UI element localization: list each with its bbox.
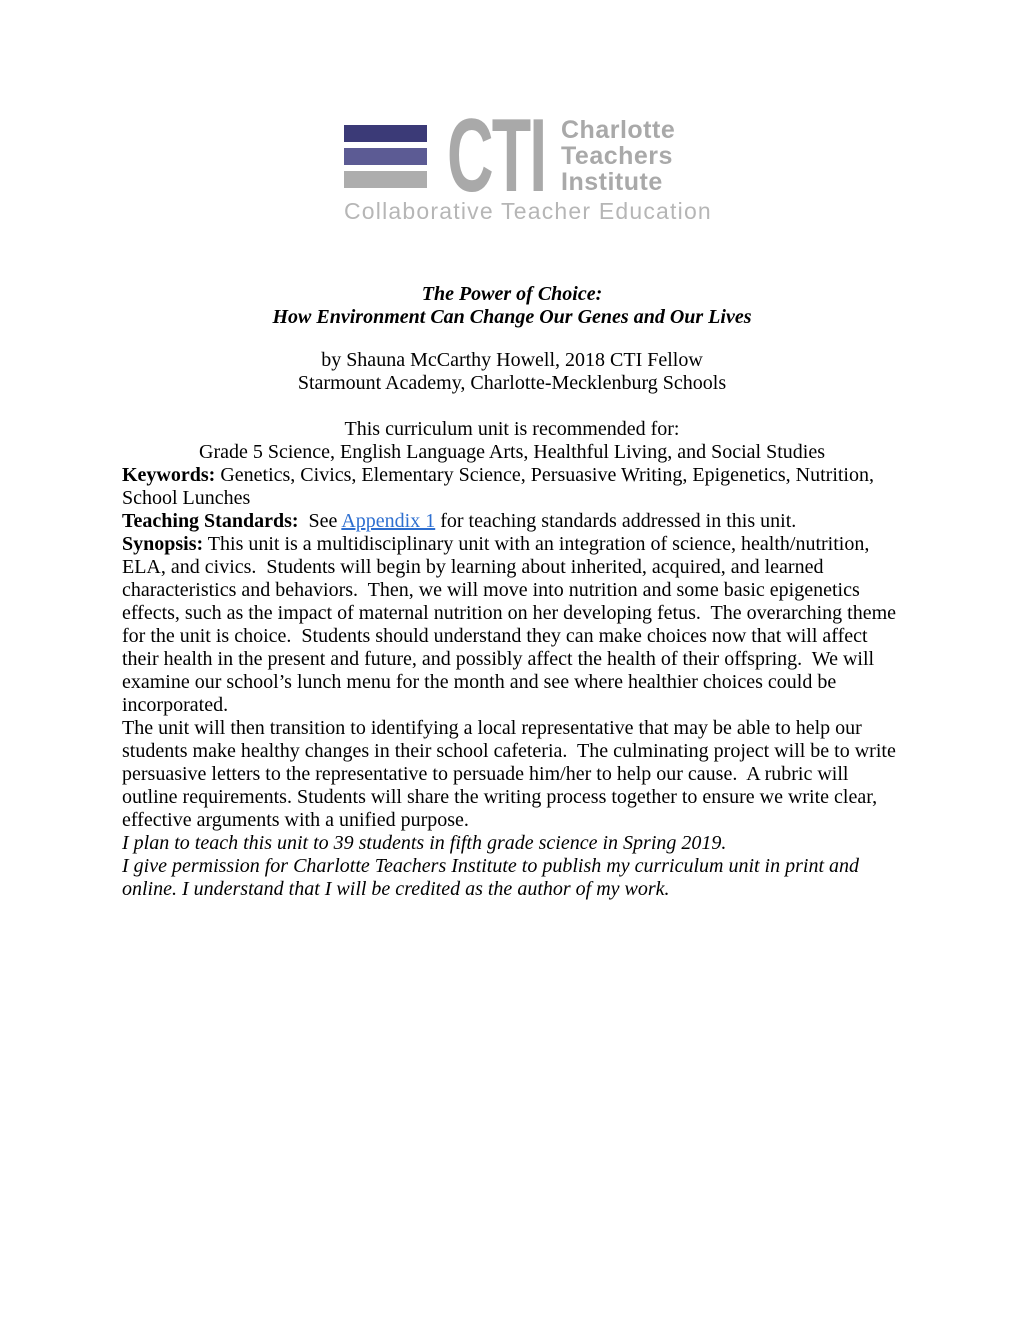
keywords-paragraph bbox=[122, 464, 902, 510]
logo-bar-dark bbox=[344, 125, 427, 142]
permission-note: I give permission for Charlotte Teachers Institute to publish my curriculum unit in print and online. I understand that I will be credited as the author of my work. bbox=[122, 855, 865, 900]
cti-acronym-text: CTI bbox=[447, 98, 546, 214]
byline-school: Starmount Academy, Charlotte-Mecklenburg Schools bbox=[297, 372, 727, 394]
teaching-standards-paragraph bbox=[122, 510, 902, 533]
logo-bar-gray bbox=[344, 171, 427, 188]
byline-author: by Shauna McCarthy Howell, 2018 CTI Fellow bbox=[321, 349, 703, 371]
keywords-label: Keywords: bbox=[122, 464, 216, 486]
logo-word-charlotte: Charlotte bbox=[561, 116, 676, 144]
logo-wordmark bbox=[561, 117, 675, 195]
logo-bars-icon bbox=[344, 125, 427, 188]
teaching-standards-pre-link: See bbox=[298, 510, 342, 532]
logo-bar-medium bbox=[344, 148, 427, 165]
teaching-plan-note: I plan to teach this unit to 39 students in fifth grade science in Spring 2019. bbox=[122, 832, 727, 854]
title-line-1: The Power of Choice: bbox=[421, 283, 603, 305]
unit-title bbox=[122, 283, 902, 329]
teaching-standards-post-link: for teaching standards addressed in this unit. bbox=[435, 510, 797, 532]
logo-word-teachers: Teachers bbox=[561, 142, 673, 170]
byline bbox=[122, 349, 902, 395]
synopsis-label: Synopsis: bbox=[122, 533, 204, 555]
logo-word-institute: Institute bbox=[561, 168, 663, 196]
title-line-2: How Environment Can Change Our Genes and Our Lives bbox=[272, 306, 752, 328]
synopsis-paragraph bbox=[122, 533, 902, 717]
keywords-text: Genetics, Civics, Elementary Science, Persuasive Writing, Epigenetics, Nutrition, School Lunches bbox=[122, 464, 879, 509]
cti-logo bbox=[344, 98, 712, 224]
teaching-standards-label: Teaching Standards: bbox=[122, 510, 299, 532]
recommendation-subjects: Grade 5 Science, English Language Arts, Healthful Living, and Social Studies bbox=[199, 441, 825, 463]
appendix-1-link[interactable]: Appendix 1 bbox=[341, 510, 436, 532]
recommendation bbox=[122, 418, 902, 464]
recommendation-intro: This curriculum unit is recommended for: bbox=[344, 418, 680, 440]
transition-paragraph: The unit will then transition to identifying a local representative that may be able to help our students make healthy changes in their school cafeteria. The culminating project will be to write persuasive letters to the representative to persuade him/her to help our cause. A rubric will outline requirements. Students will share the writing process together to ensure we write clear, effective arguments with a unified purpose. bbox=[122, 717, 901, 831]
synopsis-text: This unit is a multidisciplinary unit with an integration of science, health/nutrition, ELA, and civics. Students will begin by learning about inherited, acquired, and learned characteristics and behaviors. Then, we will move into nutrition and some basic epigenetics effects, such as the impact of maternal nutrition on her developing fetus. The overarching theme for the unit is choice. Students should understand they can make choices now that will affect their health in the present and future, and possibly affect the health of their offspring. We will examine our school’s lunch menu for the month and see where healthier choices could be incorporated. bbox=[122, 533, 902, 716]
logo-tagline: Collaborative Teacher Education bbox=[344, 198, 712, 224]
cti-acronym bbox=[447, 98, 553, 214]
